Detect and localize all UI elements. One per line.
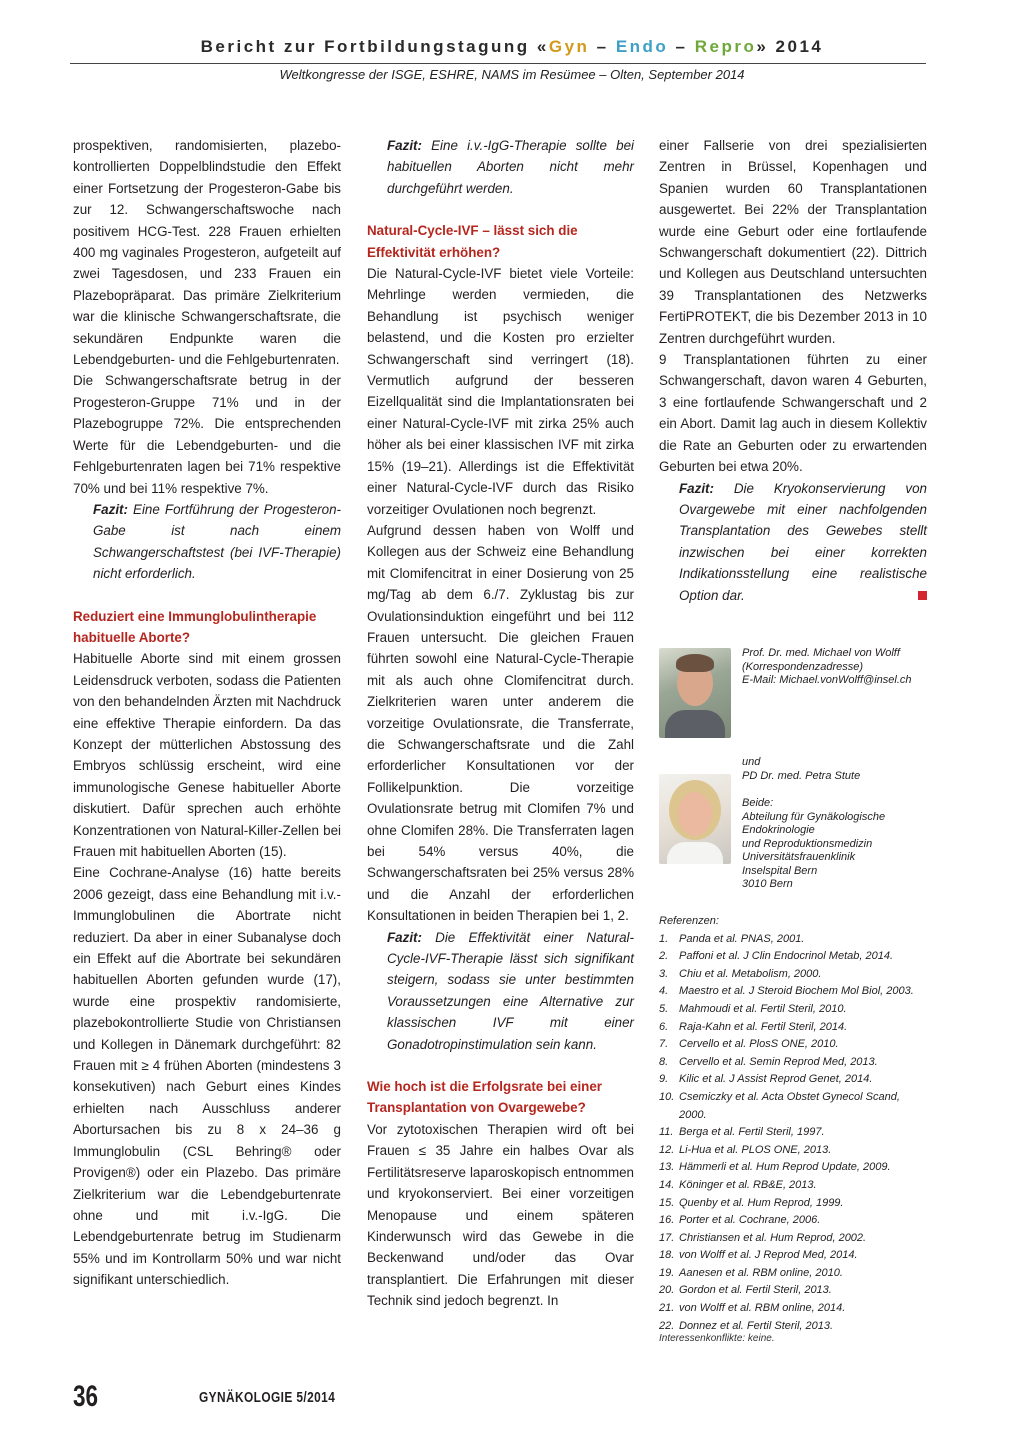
col3-fazit [659, 478, 927, 606]
fazit-text: Die Kryokonservierung von Ovargewebe mit einer nachfolgenden Transplantation des Gewebes stellt inzwischen bei einer korrekten Indikationsstellung eine realistische Option dar. [679, 480, 927, 603]
col2-paragraph-2: Aufgrund dessen haben von Wolff und Kollegen aus der Schweiz eine Behandlung mit Clomifencitrat in einer Dosierung von 25 mg/Tag ab dem 6./7. Zyklustag bis zur Ovulationsinduktion eingeführt und bei 112 Frauen untersucht. Die gleichen Frauen führten sowohl eine Natural-Cycle-Therapie mit als auch ohne Clomifencitrat durch. Zielkriterien waren unter anderem die vorzeitige Ovulationsrate, die Transferrate, die Schwangerschaftsrate und die Zahl erforderlicher Konsultationen vor der Follikelpunktion. Die vorzeitige Ovulationsrate betrug mit Clomifen 7% und ohne Clomifen 28%. Die Transferraten lagen bei 54% versus 40%, die Schwangerschaftsraten bei 25% versus 28% und die Anzahl der erforderlichen Konsultationen in beiden Therapien bei 1, 2. [367, 522, 634, 924]
reference-item [659, 1265, 929, 1283]
reference-text: Maestro et al. J Steroid Biochem Mol Biol, 2003. [679, 985, 914, 998]
reference-text: Cervello et al. Semin Reprod Med, 2013. [679, 1055, 878, 1068]
affiliation-line-2: Endokrinologie [742, 824, 815, 836]
col1-paragraph-4: Eine Cochrane-Analyse (16) hatte bereits 2006 gezeigt, dass eine Behandlung mit i.v.-Immunglobulinen die Abortrate nicht reduziert. Da aber in einer Subanalyse doch ein Effekt auf die Abortrate bei sekundären habituellen Aborten gefunden wurde (17), wurde eine prospektiv randomisierte, plazebokontrollierte Studie von Christiansen und Kollegen in Dänemark durchgeführt: 82 Frauen mit ≥ 4 frühen Aborten (mindestens 3 konsekutiven) nach Geburt eines Kindes erhielten nach Ausschluss anderer Abortursachen bis zu 8 x 24–36 g Immunglobulin (CSL Behring® oder Provigen®) oder ein Plazebo. Das primäre Zielkriterium war die Lebendgeburtenrate ohne und mit i.v.-IgG. Die Lebendgeburtenrate betrug im Studienarm 55% und im Kontrollarm 50% und war nicht signifikant unterschiedlich. [73, 865, 341, 1288]
col2-paragraph-1: Die Natural-Cycle-IVF bietet viele Vorteile: Mehrlinge werden vermieden, die Behandlung ist psychisch weniger belastend, und die Kosten pro erzielter Schwangerschaft sind verringert (18). Vermutlich aufgrund der besseren Eizellqualität sind die Implantationsraten bei einer Natural-Cycle-IVF mit zirka 25% auch höher als bei einer klassischen IVF mit zirka 15% (19–21). Allerdings ist die Effektivität einer Natural-Cycle-IVF durch das Risiko vorzeitiger Ovulationen noch begrenzt. [367, 266, 634, 517]
reference-text: Berga et al. Fertil Steril, 1997. [679, 1126, 825, 1139]
reference-text: Hämmerli et al. Hum Reprod Update, 2009. [679, 1161, 891, 1174]
reference-number: 20. [659, 1284, 675, 1297]
reference-item [659, 1300, 929, 1318]
reference-text: Porter et al. Cochrane, 2006. [679, 1214, 821, 1227]
reference-text: Aanesen et al. RBM online, 2010. [679, 1266, 843, 1279]
header-endo: Endo [615, 37, 669, 56]
reference-number: 2. [659, 950, 669, 963]
affiliation-line-3: und Reproduktionsmedizin [742, 837, 873, 850]
page-number: 36 [73, 1380, 99, 1413]
reference-text: Panda et al. PNAS, 2001. [679, 932, 805, 945]
reference-number: 4. [659, 985, 669, 998]
column-3 [659, 135, 927, 606]
reference-item [659, 983, 929, 1001]
jacket-shape [665, 710, 725, 738]
author-2-name: PD Dr. med. Petra Stute [742, 769, 861, 782]
reference-number: 14. [659, 1178, 675, 1191]
reference-text: Gordon et al. Fertil Steril, 2013. [679, 1284, 832, 1297]
col1-heading: Reduziert eine Immunglobulintherapie habituelle Aborte? [73, 608, 317, 645]
affiliation-line-1: Abteilung für Gynäkologische [742, 810, 886, 823]
col2-fazit-1 [367, 135, 634, 199]
reference-text: Quenby et al. Hum Reprod, 1999. [679, 1196, 844, 1209]
references-title: Referenzen: [659, 915, 719, 927]
author-1-name: Prof. Dr. med. Michael von Wolff [742, 647, 900, 659]
reference-item [659, 1089, 929, 1124]
reference-number: 15. [659, 1196, 675, 1209]
beide-label: Beide: [742, 797, 774, 809]
conflict-of-interest: Interessenkonflikte: keine. [659, 1333, 775, 1344]
reference-number: 19. [659, 1266, 675, 1279]
journal-footer: GYNÄKOLOGIE 5/2014 [199, 1390, 336, 1406]
header-gyn: Gyn [548, 37, 590, 56]
fazit-label: Fazit: [387, 138, 422, 153]
reference-number: 8. [659, 1055, 669, 1068]
reference-text: Li-Hua et al. PLOS ONE, 2013. [679, 1143, 832, 1156]
reference-number: 13. [659, 1161, 675, 1174]
author-1-info [742, 647, 932, 688]
reference-item [659, 1282, 929, 1300]
author-photo-petra-stute [659, 774, 731, 864]
col2-fazit-2 [367, 927, 634, 1055]
und-label: und [742, 756, 761, 768]
reference-number: 16. [659, 1214, 675, 1227]
reference-item [659, 1124, 929, 1142]
col1-fazit [73, 499, 341, 585]
reference-item [659, 948, 929, 966]
col3-paragraph-2: 9 Transplantationen führten zu einer Schwangerschaft, davon waren 4 Geburten, 3 eine fortlaufende Schwangerschaft und 2 ein Abort. Damit lag auch in diesem Kollektiv die Rate an Geburten oder zu erwartenden Geburten bei etwa 20%. [659, 352, 927, 475]
reference-item [659, 1071, 929, 1089]
reference-number: 17. [659, 1231, 675, 1244]
reference-text: von Wolff et al. J Reprod Med, 2014. [679, 1249, 858, 1262]
reference-text: Cervello et al. PlosS ONE, 2010. [679, 1038, 839, 1051]
col1-paragraph-2: Die Schwangerschaftsrate betrug in der Progesteron-Gruppe 71% und in der Plazebogruppe 72%. Die entsprechenden Werte für die Lebendgeburten- und die Fehlgeburtenraten lagen bei 71% respektive 70% und bei 11% respektive 7%. [73, 373, 341, 496]
reference-item [659, 1019, 929, 1037]
reference-number: 21. [659, 1302, 675, 1315]
author-1-email: E-Mail: Michael.vonWolff@insel.ch [742, 674, 912, 686]
fazit-label: Fazit: [93, 501, 128, 517]
reference-text: Mahmoudi et al. Fertil Steril, 2010. [679, 1002, 847, 1015]
author-1-note: (Korrespondenzadresse) [742, 660, 864, 673]
reference-number: 3. [659, 967, 669, 980]
reference-number: 7. [659, 1038, 669, 1051]
reference-item [659, 1247, 929, 1265]
reference-item [659, 1195, 929, 1213]
fazit-label: Fazit: [679, 480, 714, 496]
col2-heading-1: Natural-Cycle-IVF – lässt sich die Effektivität erhöhen? [367, 223, 578, 260]
references-list [659, 913, 929, 1335]
reference-text: Christiansen et al. Hum Reprod, 2002. [679, 1231, 867, 1244]
hair-shape [676, 654, 714, 672]
reference-number: 10. [659, 1090, 675, 1103]
author-photo-michael-von-wolff [659, 648, 731, 738]
reference-item [659, 1212, 929, 1230]
reference-item [659, 1142, 929, 1160]
reference-text: Paffoni et al. J Clin Endocrinol Metab, 2014. [679, 950, 894, 963]
reference-item [659, 1036, 929, 1054]
fazit-label: Fazit: [387, 929, 422, 945]
reference-item [659, 966, 929, 984]
reference-item [659, 1159, 929, 1177]
reference-item [659, 931, 929, 949]
article-end-square-icon [918, 591, 927, 600]
col2-paragraph-3: Vor zytotoxischen Therapien wird oft bei Frauen ≤ 35 Jahre ein halbes Ovar als Fertilitätsreserve laparoskopisch entnommen und kryokonserviert. Bei einer vorzeitigen Menopause und einem späteren Kinderwunsch wird das Gewebe in die Beckenwand und/oder das Ovar transplantiert. Die Erfahrungen mit dieser Technik sind jedoch begrenzt. In [367, 1121, 634, 1309]
header-title-post: » 2014 [756, 37, 824, 56]
col3-paragraph-1: einer Fallserie von drei spezialisierten Zentren in Brüssel, Kopenhagen und Spanien wurden 60 Transplantationen ausgewertet. Bei 22% der Transplantation wurde eine Geburt oder eine fortlaufende Schwangerschaft dokumentiert (22). Dittrich und Kollegen aus Deutschland untersuchten 39 Transplantationen des Netzwerks FertiPROTEKT, die bis Dezember 2013 in 10 Zentren durchgeführt wurden. [659, 138, 927, 346]
col1-paragraph-3: Habituelle Aborte sind mit einem grossen Leidensdruck verboten, sodass die Patienten von den behandelnden Ärzten mit Nachdruck eine effektive Therapie einfordern. Da das Konzept der mütterlichen Abstossung des Embryos schlüssig erscheint, wird eine immunologische Genese habitueller Aborte diskutiert. Dafür sprechen auch erhöhte Konzentrationen von Natural-Killer-Zellen bei Frauen mit habituellen Aborten (15). [73, 651, 341, 859]
header-title-pre: Bericht zur Fortbildungstagung « [200, 37, 549, 56]
col1-paragraph-1: prospektiven, randomisierten, plazebo-kontrollierten Doppelblindstudie den Effekt einer Fortsetzung der Progesteron-Gabe bis zur 12. Schwangerschaftswoche nach positivem HCG-Test. 228 Frauen erhielten 400 mg vaginales Progesteron, aufgeteilt auf zwei Tagesdosen, und 233 Frauen ein Plazebopräparat. Das primäre Zielkriterium war die klinische Schwangerschaftsrate, die sekundären Endpunkte waren die Lebendgeburten- und die Fehlgeburtenraten. [73, 138, 341, 368]
reference-item [659, 1177, 929, 1195]
reference-number: 6. [659, 1020, 669, 1033]
reference-number: 22. [659, 1319, 675, 1332]
header-rule [70, 63, 926, 64]
reference-item [659, 1001, 929, 1019]
reference-number: 9. [659, 1073, 669, 1086]
col2-heading-2: Wie hoch ist die Erfolgsrate bei einer Transplantation von Ovargewebe? [367, 1079, 603, 1116]
column-1 [73, 135, 341, 1291]
reference-text: Chiu et al. Metabolism, 2000. [679, 967, 822, 980]
fazit-text: Die Effektivität einer Natural-Cycle-IVF-Therapie lässt sich signifikant steigern, sodass sie unter bestimmten Voraussetzungen eine Alternative zur klassischen IVF mit einer Gonadotropinstimulation sein kann. [387, 929, 634, 1052]
reference-number: 5. [659, 1002, 669, 1015]
reference-text: Csemiczky et al. Acta Obstet Gynecol Scand, 2000. [679, 1090, 900, 1121]
reference-number: 12. [659, 1143, 675, 1156]
running-header-title [0, 37, 1024, 57]
coat-shape [667, 842, 723, 864]
reference-number: 18. [659, 1249, 675, 1262]
reference-text: Kilic et al. J Assist Reprod Genet, 2014. [679, 1073, 873, 1086]
reference-text: Raja-Kahn et al. Fertil Steril, 2014. [679, 1020, 848, 1033]
fazit-text: Eine Fortführung der Progesteron-Gabe ist nach einem Schwangerschaftstest (bei IVF-Therapie) nicht erforderlich. [93, 501, 341, 582]
face-shape [678, 792, 712, 836]
reference-number: 11. [659, 1126, 674, 1139]
affiliation-line-5: Inselspital Bern [742, 864, 818, 877]
header-repro: Repro [694, 37, 757, 56]
affiliation-line-4: Universitätsfrauenklinik [742, 851, 856, 863]
author-2-info [742, 756, 932, 892]
fazit-text: Eine i.v.-IgG-Therapie sollte bei habituellen Aborten nicht mehr durchgeführt werden. [387, 138, 634, 196]
header-subtitle: Weltkongresse der ISGE, ESHRE, NAMS im Resümee – Olten, September 2014 [279, 67, 745, 82]
column-2 [367, 135, 634, 1312]
reference-item [659, 1230, 929, 1248]
reference-item [659, 1054, 929, 1072]
reference-text: Köninger et al. RB&E, 2013. [679, 1178, 817, 1191]
reference-text: von Wolff et al. RBM online, 2014. [679, 1302, 846, 1315]
reference-number: 1. [659, 932, 669, 945]
header-dash-2: – [668, 37, 695, 56]
header-dash-1: – [589, 37, 616, 56]
reference-text: Donnez et al. Fertil Steril, 2013. [679, 1319, 834, 1332]
affiliation-line-6: 3010 Bern [742, 878, 793, 890]
